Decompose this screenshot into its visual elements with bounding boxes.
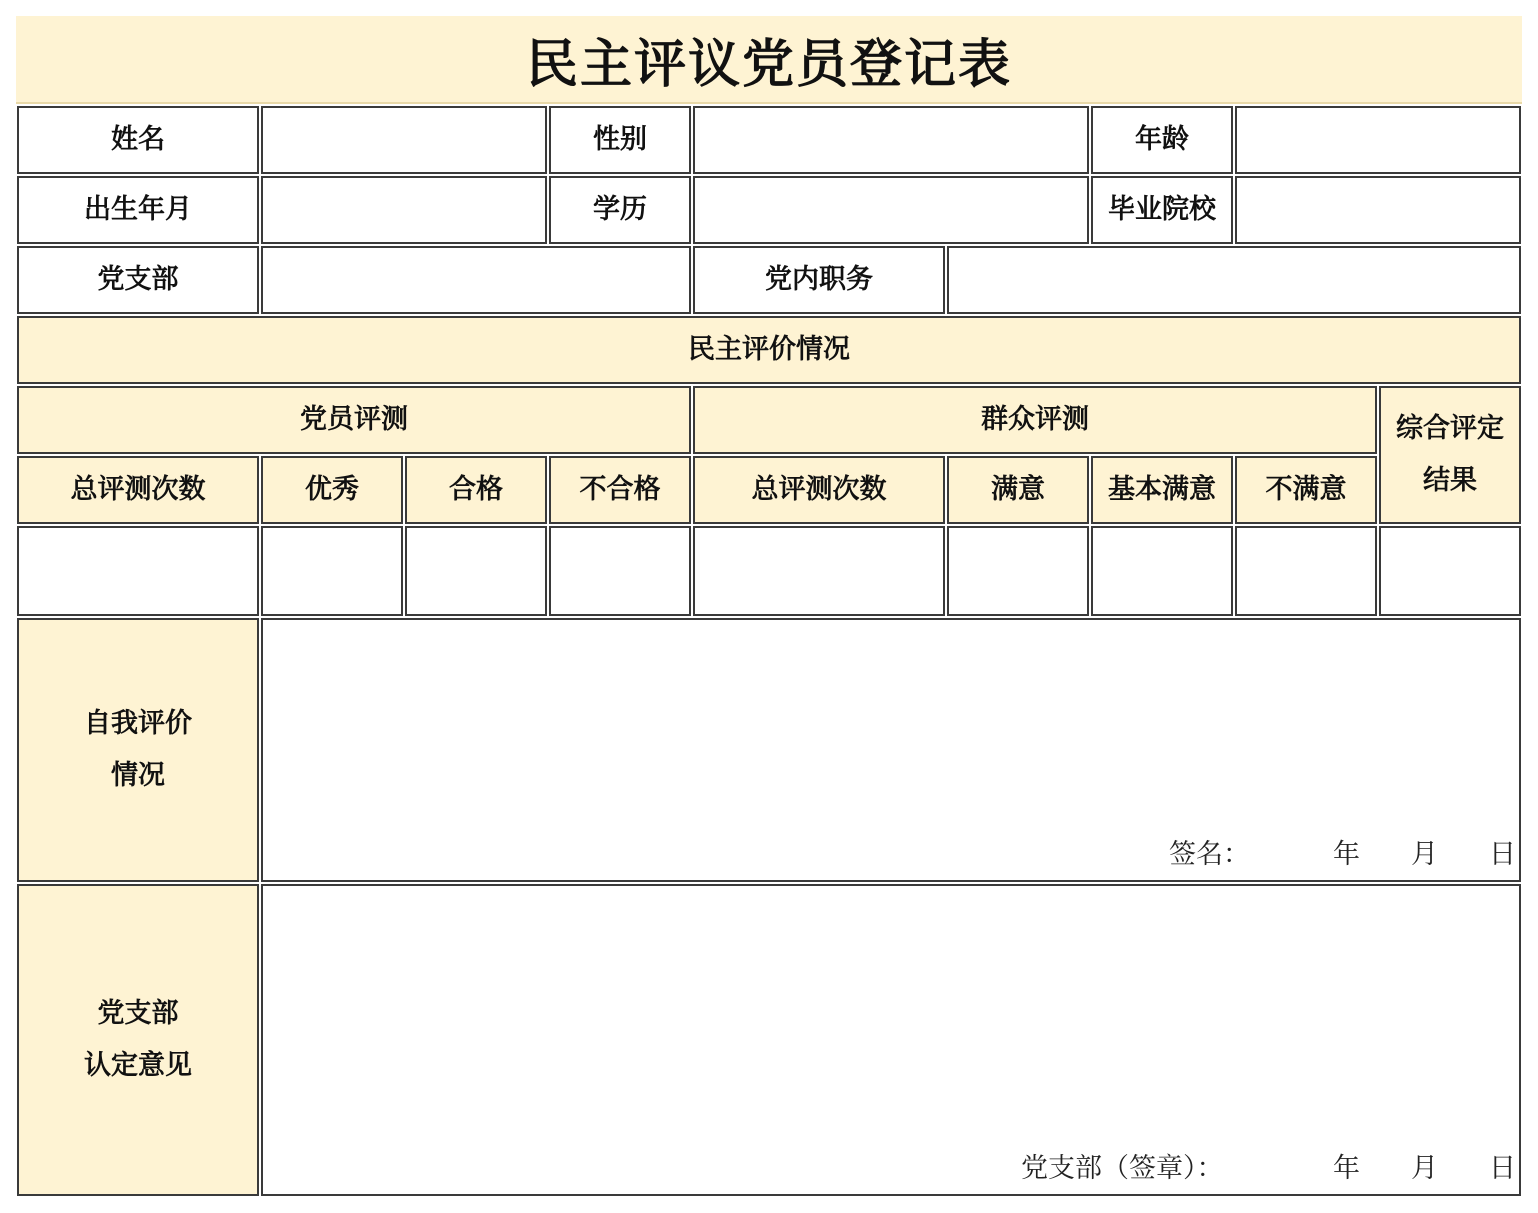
self-signature-line — [263, 838, 1519, 872]
page-title: 民主评议党员登记表 — [16, 16, 1522, 104]
school-label-text: 毕业院校 — [1108, 194, 1216, 225]
public-satisfied-value[interactable] — [947, 526, 1089, 616]
branch-sign-day: 日 — [1489, 1153, 1516, 1184]
evaluation-section-header — [17, 316, 1521, 384]
age-label-text: 年龄 — [1135, 124, 1189, 155]
branch-opinion-line2: 认定意见 — [84, 1050, 192, 1081]
public-basic-satisfied-header — [1091, 456, 1233, 524]
education-label-text: 学历 — [593, 194, 647, 225]
member-total-count-header — [17, 456, 259, 524]
member-unqualified-text: 不合格 — [579, 474, 661, 505]
age-field[interactable] — [1235, 106, 1521, 174]
public-total-count-value[interactable] — [693, 526, 945, 616]
name-field[interactable] — [261, 106, 547, 174]
self-evaluation-field[interactable] — [261, 618, 1521, 882]
overall-result-value[interactable] — [1379, 526, 1521, 616]
overall-result-line1: 综合评定 — [1396, 413, 1504, 444]
birth-label-text: 出生年月 — [84, 194, 192, 225]
school-field[interactable] — [1235, 176, 1521, 244]
public-total-count-header — [693, 456, 945, 524]
branch-label — [17, 246, 259, 314]
member-excellent-value[interactable] — [261, 526, 403, 616]
branch-sign-year: 年 — [1333, 1153, 1360, 1184]
branch-sign-month: 月 — [1411, 1153, 1438, 1184]
member-total-count-value[interactable] — [17, 526, 259, 616]
public-unsatisfied-value[interactable] — [1235, 526, 1377, 616]
public-unsatisfied-header — [1235, 456, 1377, 524]
member-qualified-header — [405, 456, 547, 524]
public-satisfied-text: 满意 — [991, 474, 1045, 505]
public-basic-satisfied-text: 基本满意 — [1108, 474, 1216, 505]
overall-result-header — [1379, 386, 1521, 524]
public-total-count-text: 总评测次数 — [751, 474, 887, 505]
education-field[interactable] — [693, 176, 1089, 244]
gender-label — [549, 106, 691, 174]
name-label-text: 姓名 — [111, 124, 165, 155]
age-label — [1091, 106, 1233, 174]
member-total-count-text: 总评测次数 — [70, 474, 206, 505]
name-label — [17, 106, 259, 174]
birth-label — [17, 176, 259, 244]
member-excellent-header — [261, 456, 403, 524]
member-excellent-text: 优秀 — [305, 474, 359, 505]
branch-opinion-label — [17, 884, 259, 1196]
self-evaluation-label — [17, 618, 259, 882]
public-satisfied-header — [947, 456, 1089, 524]
branch-seal-label: 党支部（签章）： — [1021, 1153, 1224, 1184]
public-basic-satisfied-value[interactable] — [1091, 526, 1233, 616]
member-evaluation-header — [17, 386, 691, 454]
self-sign-month: 月 — [1411, 839, 1438, 870]
self-sign-day: 日 — [1489, 839, 1516, 870]
public-evaluation-header — [693, 386, 1377, 454]
education-label — [549, 176, 691, 244]
public-unsatisfied-text: 不满意 — [1265, 474, 1347, 505]
member-evaluation-header-text: 党员评测 — [300, 404, 408, 435]
member-unqualified-value[interactable] — [549, 526, 691, 616]
position-label — [693, 246, 945, 314]
member-qualified-text: 合格 — [449, 474, 503, 505]
public-evaluation-header-text: 群众评测 — [981, 404, 1089, 435]
member-unqualified-header — [549, 456, 691, 524]
branch-label-text: 党支部 — [97, 264, 179, 295]
position-label-text: 党内职务 — [765, 264, 873, 295]
self-evaluation-line1: 自我评价 — [84, 708, 192, 739]
branch-signature-line — [263, 1152, 1519, 1186]
member-qualified-value[interactable] — [405, 526, 547, 616]
school-label — [1091, 176, 1233, 244]
birth-field[interactable] — [261, 176, 547, 244]
evaluation-section-header-text: 民主评价情况 — [688, 334, 850, 365]
branch-field[interactable] — [261, 246, 691, 314]
overall-result-line2: 结果 — [1423, 465, 1477, 496]
self-sign-year: 年 — [1333, 839, 1360, 870]
gender-label-text: 性别 — [593, 124, 647, 155]
self-evaluation-line2: 情况 — [111, 760, 165, 791]
branch-opinion-line1: 党支部 — [97, 998, 179, 1029]
position-field[interactable] — [947, 246, 1521, 314]
branch-opinion-field[interactable] — [261, 884, 1521, 1196]
self-sign-label: 签名： — [1169, 839, 1250, 870]
gender-field[interactable] — [693, 106, 1089, 174]
